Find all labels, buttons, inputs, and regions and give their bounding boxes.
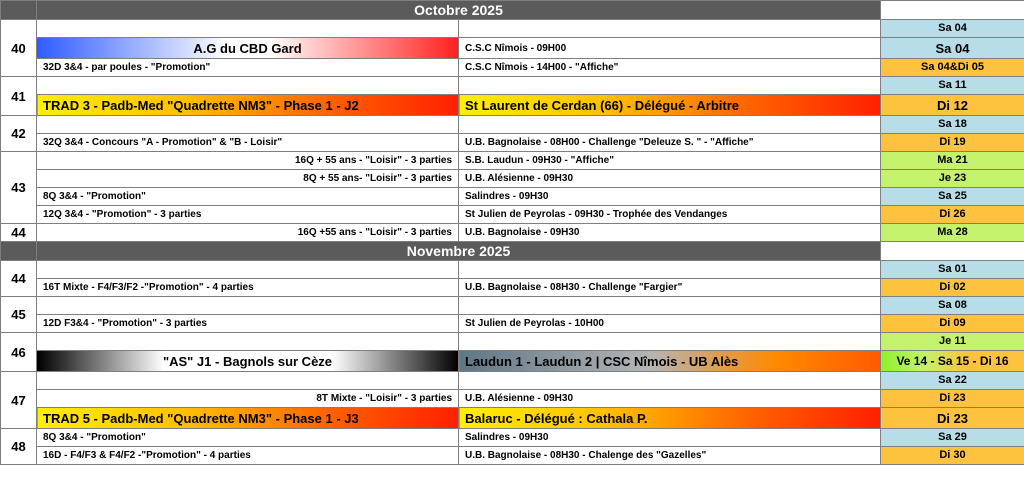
table-row [1, 447, 1024, 465]
location-cell: Laudun 1 - Laudun 2 | CSC Nîmois - UB Alès [459, 351, 881, 372]
event-cell: 16D - F4/F3 & F4/F2 -"Promotion" - 4 parties [37, 447, 459, 465]
week-number: 40 [1, 20, 37, 77]
table-row [1, 206, 1024, 224]
event-cell: 8Q 3&4 - "Promotion" [37, 429, 459, 447]
event-cell: TRAD 3 - Padb-Med "Quadrette NM3" - Phase 1 - J2 [37, 95, 459, 116]
week-number: 42 [1, 116, 37, 152]
table-row [1, 77, 1024, 95]
location-cell [459, 333, 881, 351]
date-cell: Sa 01 [881, 261, 1024, 279]
table-row [1, 297, 1024, 315]
month-header-novembre [1, 242, 1024, 261]
location-cell: U.B. Bagnolaise - 08H00 - Challenge "Deleuze S. " - "Affiche" [459, 134, 881, 152]
event-cell [37, 116, 459, 134]
week-number: 43 [1, 152, 37, 224]
date-cell: Sa 25 [881, 188, 1024, 206]
table-row [1, 95, 1024, 116]
week-spacer [1, 242, 37, 261]
table-row [1, 390, 1024, 408]
event-cell [37, 333, 459, 351]
event-cell: TRAD 5 - Padb-Med "Quadrette NM3" - Phase 1 - J3 [37, 408, 459, 429]
location-cell: S.B. Laudun - 09H30 - "Affiche" [459, 152, 881, 170]
date-cell: Sa 29 [881, 429, 1024, 447]
week-number: 45 [1, 297, 37, 333]
event-cell: 12Q 3&4 - "Promotion" - 3 parties [37, 206, 459, 224]
location-cell: U.B. Alésienne - 09H30 [459, 170, 881, 188]
event-cell: 8T Mixte - "Loisir" - 3 parties [37, 390, 459, 408]
week-number: 48 [1, 429, 37, 465]
table-row [1, 315, 1024, 333]
table-row [1, 116, 1024, 134]
event-cell [37, 20, 459, 38]
date-spacer [881, 242, 1024, 261]
table-row [1, 38, 1024, 59]
date-cell: Di 30 [881, 447, 1024, 465]
date-cell: Sa 04 [881, 20, 1024, 38]
location-cell: St Laurent de Cerdan (66) - Délégué - Arbitre [459, 95, 881, 116]
date-spacer [881, 1, 1024, 20]
week-number: 46 [1, 333, 37, 372]
event-cell [37, 372, 459, 390]
date-cell: Di 02 [881, 279, 1024, 297]
event-cell: 8Q + 55 ans- "Loisir" - 3 parties [37, 170, 459, 188]
week-spacer [1, 1, 37, 20]
event-cell: 16Q +55 ans - "Loisir" - 3 parties [37, 224, 459, 242]
location-cell: U.B. Bagnolaise - 08H30 - Challenge "Fargier" [459, 279, 881, 297]
date-cell: Sa 04&Di 05 [881, 59, 1024, 77]
week-number: 44 [1, 261, 37, 297]
date-cell: Sa 18 [881, 116, 1024, 134]
event-cell: 32D 3&4 - par poules - "Promotion" [37, 59, 459, 77]
table-row [1, 152, 1024, 170]
table-row [1, 408, 1024, 429]
event-cell [37, 297, 459, 315]
event-cell: 8Q 3&4 - "Promotion" [37, 188, 459, 206]
table-row [1, 372, 1024, 390]
month-title: Octobre 2025 [37, 1, 881, 20]
month-title: Novembre 2025 [37, 242, 881, 261]
location-cell: C.S.C Nîmois - 09H00 [459, 38, 881, 59]
event-cell: 16Q + 55 ans - "Loisir" - 3 parties [37, 152, 459, 170]
date-cell: Ma 21 [881, 152, 1024, 170]
table-row [1, 279, 1024, 297]
table-row [1, 351, 1024, 372]
date-cell: Sa 22 [881, 372, 1024, 390]
location-cell: U.B. Alésienne - 09H30 [459, 390, 881, 408]
location-cell: Balaruc - Délégué : Cathala P. [459, 408, 881, 429]
location-cell [459, 372, 881, 390]
date-cell: Di 23 [881, 408, 1024, 429]
date-cell: Di 23 [881, 390, 1024, 408]
event-cell: A.G du CBD Gard [37, 38, 459, 59]
location-cell [459, 261, 881, 279]
table-row [1, 429, 1024, 447]
week-number: 44 [1, 224, 37, 242]
date-cell: Sa 11 [881, 77, 1024, 95]
date-cell: Je 23 [881, 170, 1024, 188]
location-cell: C.S.C Nîmois - 14H00 - "Affiche" [459, 59, 881, 77]
date-cell: Di 12 [881, 95, 1024, 116]
table-row [1, 134, 1024, 152]
date-cell: Sa 04 [881, 38, 1024, 59]
table-row [1, 261, 1024, 279]
location-cell [459, 20, 881, 38]
week-number: 41 [1, 77, 37, 116]
location-cell: U.B. Bagnolaise - 09H30 [459, 224, 881, 242]
event-cell: "AS" J1 - Bagnols sur Cèze [37, 351, 459, 372]
location-cell: Salindres - 09H30 [459, 188, 881, 206]
date-cell: Di 26 [881, 206, 1024, 224]
date-cell: Di 09 [881, 315, 1024, 333]
date-cell: Di 19 [881, 134, 1024, 152]
event-cell [37, 261, 459, 279]
event-cell: 12D F3&4 - "Promotion" - 3 parties [37, 315, 459, 333]
date-cell: Je 11 [881, 333, 1024, 351]
location-cell [459, 77, 881, 95]
location-cell [459, 116, 881, 134]
date-cell: Ma 28 [881, 224, 1024, 242]
event-cell: 16T Mixte - F4/F3/F2 -"Promotion" - 4 parties [37, 279, 459, 297]
date-cell: Sa 08 [881, 297, 1024, 315]
location-cell [459, 297, 881, 315]
date-cell: Ve 14 - Sa 15 - Di 16 [881, 351, 1024, 372]
table-row [1, 170, 1024, 188]
location-cell: St Julien de Peyrolas - 09H30 - Trophée des Vendanges [459, 206, 881, 224]
table-row [1, 20, 1024, 38]
month-header-octobre [1, 1, 1024, 20]
table-row [1, 333, 1024, 351]
week-number: 47 [1, 372, 37, 429]
table-row [1, 59, 1024, 77]
event-cell: 32Q 3&4 - Concours "A - Promotion" & "B - Loisir" [37, 134, 459, 152]
location-cell: Salindres - 09H30 [459, 429, 881, 447]
event-cell [37, 77, 459, 95]
table-row [1, 188, 1024, 206]
location-cell: U.B. Bagnolaise - 08H30 - Chalenge des "Gazelles" [459, 447, 881, 465]
table-row [1, 224, 1024, 242]
location-cell: St Julien de Peyrolas - 10H00 [459, 315, 881, 333]
